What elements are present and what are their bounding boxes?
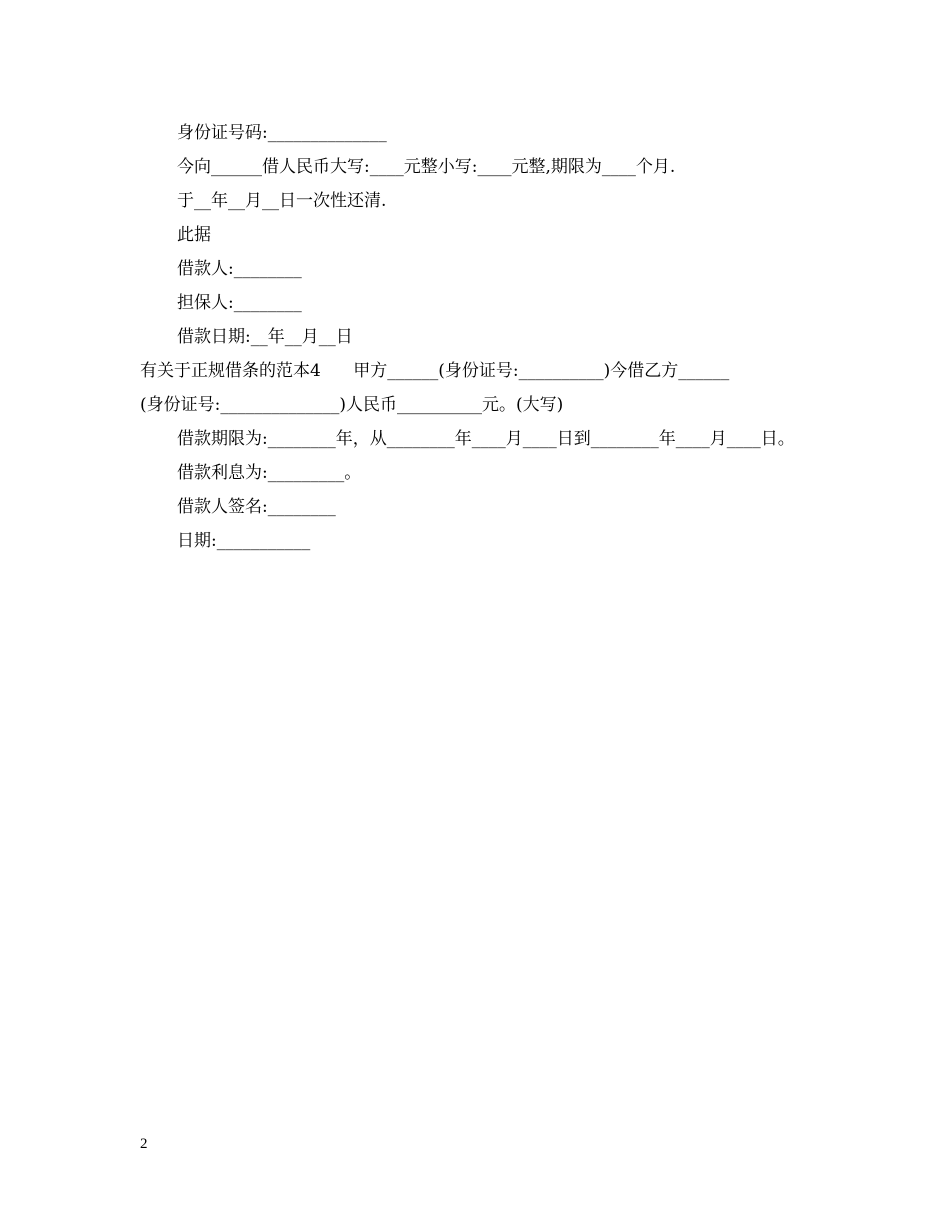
loan-date-line: 借款日期:__年__月__日 <box>177 327 353 347</box>
sample4-first-line <box>140 354 815 388</box>
sample4-title: 有关于正规借条的范本4 <box>140 361 321 381</box>
page-number: 2 <box>140 1136 148 1152</box>
guarantor-line: 担保人:________ <box>177 293 302 313</box>
id-number-line: 身份证号码:______________ <box>177 123 387 143</box>
date-line: 日期:___________ <box>177 531 311 551</box>
repayment-date-line: 于__年__月__日一次性还清. <box>177 191 387 211</box>
receipt-note-line: 此据 <box>177 225 211 245</box>
document-body <box>140 116 815 558</box>
borrower-line: 借款人:________ <box>177 259 302 279</box>
loan-term-line: 借款期限为:________年，从________年____月____日到________年____月____日。 <box>177 429 795 449</box>
sample4-second-line: (身份证号:______________)人民币__________元。(大写) <box>140 395 564 415</box>
signature-line: 借款人签名:________ <box>177 497 336 517</box>
loan-amount-line: 今向______借人民币大写:____元整小写:____元整,期限为____个月. <box>177 157 676 177</box>
interest-line: 借款利息为:_________。 <box>177 463 362 483</box>
party-a-clause: 甲方______(身份证号:__________)今借乙方______ <box>353 361 730 381</box>
